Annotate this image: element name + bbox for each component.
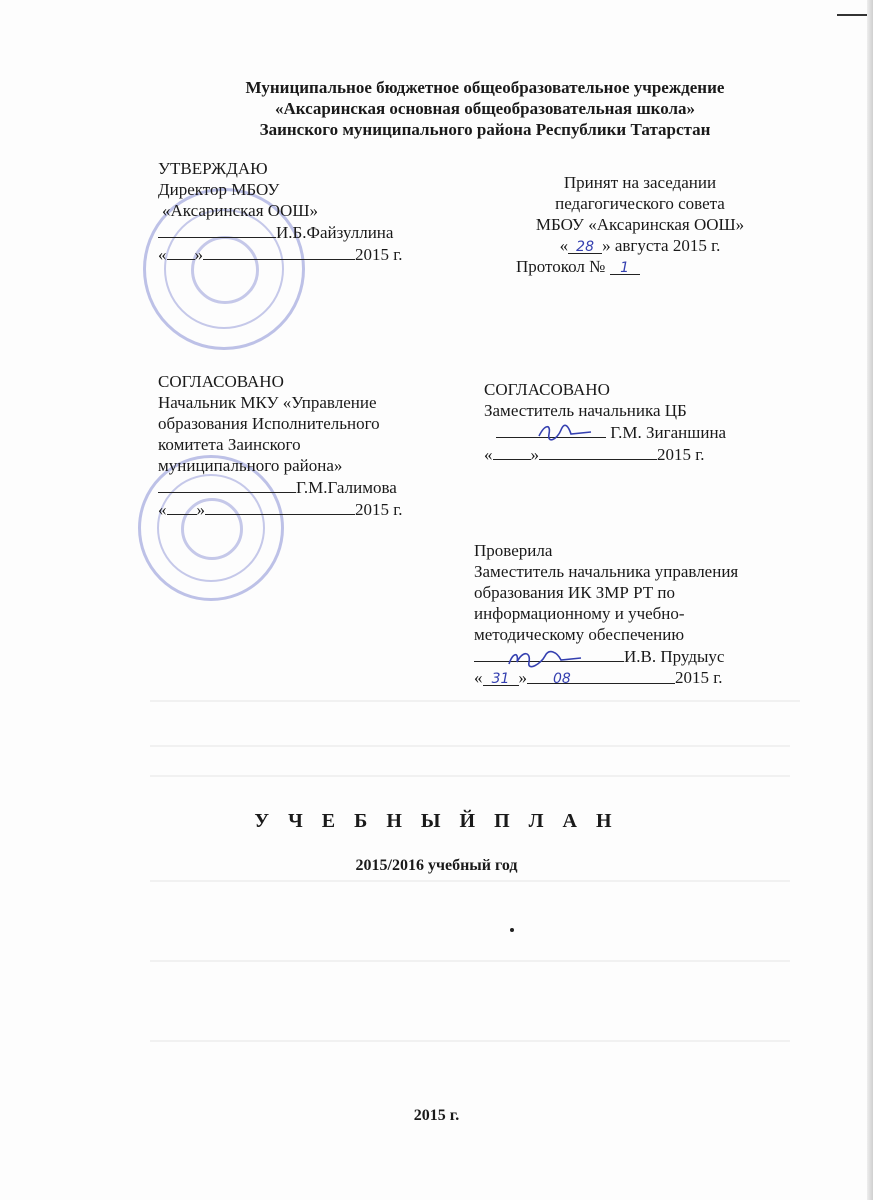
- page-edge: [867, 0, 873, 1200]
- accepted-line-3: МБОУ «Аксаринская ООШ»: [535, 215, 745, 234]
- approve-position: Директор МБОУ: [158, 180, 280, 199]
- agreed-left-block: [158, 371, 403, 520]
- document-title: У Ч Е Б Н Ы Й П Л А Н: [254, 810, 619, 832]
- bleed-line: [150, 1040, 790, 1042]
- academic-year: 2015/2016 учебный год: [355, 857, 518, 874]
- agreed-left-name: Г.М.Галимова: [296, 478, 397, 497]
- agreed-right-name: Г.М. Зиганшина: [610, 423, 727, 442]
- approve-title: УТВЕРЖДАЮ: [158, 159, 268, 178]
- agreed-right-title: СОГЛАСОВАНО: [484, 380, 610, 399]
- bleed-line: [150, 775, 790, 777]
- signature-line: [158, 221, 276, 238]
- accepted-line-2: педагогического совета: [555, 194, 725, 213]
- day-blank: [167, 243, 195, 260]
- header-line-3: Заинского муниципального района Республики Татарстан: [259, 120, 711, 139]
- agreed-left-sign: [158, 476, 403, 498]
- month-blank: [539, 443, 657, 460]
- bleed-line: [150, 960, 790, 962]
- bleed-line: [150, 745, 790, 747]
- header-line-1: Муниципальное бюджетное общеобразовательное учреждение: [245, 78, 725, 97]
- month-blank: [205, 498, 355, 515]
- bleed-line: [150, 880, 790, 882]
- agreed-left-title: СОГЛАСОВАНО: [158, 372, 284, 391]
- signature-prudyus: [505, 646, 585, 672]
- approve-date: [158, 243, 403, 265]
- school-header: [150, 77, 820, 140]
- accepted-protocol: [500, 256, 780, 277]
- bleed-line: [150, 700, 800, 702]
- month-blank: [203, 243, 355, 260]
- handwritten-day: 31: [483, 669, 519, 686]
- accepted-block: [500, 172, 780, 277]
- checked-year: 2015 г.: [675, 668, 723, 687]
- checked-line-1: Заместитель начальника управления: [474, 562, 739, 581]
- date-close-quote: »: [194, 245, 203, 264]
- checked-title: Проверила: [474, 541, 553, 560]
- agreed-left-line-1: Начальник МКУ «Управление: [158, 393, 377, 412]
- accepted-month-year: » августа 2015 г.: [602, 236, 721, 255]
- ink-dot: [510, 928, 514, 932]
- accepted-line-1: Принят на заседании: [563, 173, 717, 192]
- checked-line-4: методическому обеспечению: [474, 625, 685, 644]
- protocol-label: Протокол №: [516, 257, 606, 276]
- agreed-right-year: 2015 г.: [657, 445, 705, 464]
- approve-block: [158, 158, 403, 265]
- checked-line-3: информационному и учебно-: [474, 604, 685, 623]
- agreed-right-position: Заместитель начальника ЦБ: [484, 401, 687, 420]
- agreed-right-block: [484, 379, 726, 465]
- checked-date: « 31 » 08 2015 г.: [474, 668, 723, 687]
- day-blank: [167, 498, 197, 515]
- agreed-left-date: « » 2015 г.: [158, 500, 403, 519]
- day-blank: [493, 443, 531, 460]
- agreed-left-line-4: муниципального района»: [158, 456, 343, 475]
- handwritten-month: 08: [553, 671, 571, 687]
- agreed-left-line-3: комитета Заинского: [158, 435, 301, 454]
- handwritten-day: 28: [568, 237, 602, 254]
- agreed-left-year: 2015 г.: [355, 500, 403, 519]
- handwritten-protocol-number: 1: [610, 258, 640, 275]
- approve-name: И.Б.Файзуллина: [276, 223, 394, 242]
- signature-line: [158, 476, 296, 493]
- footer-year: 2015 г.: [413, 1107, 460, 1124]
- approve-org: «Аксаринская ООШ»: [162, 201, 318, 220]
- accepted-date: « 28 » августа 2015 г.: [559, 236, 721, 255]
- date-open-quote: «: [158, 245, 167, 264]
- agreed-right-date: « » 2015 г.: [484, 445, 705, 464]
- signature-ziganshina: [535, 420, 595, 444]
- approve-sign-line: [158, 221, 403, 243]
- approve-year: 2015 г.: [355, 245, 403, 264]
- agreed-right-sign: [484, 421, 726, 443]
- corner-mark: [837, 0, 867, 16]
- agreed-left-line-2: образования Исполнительного: [158, 414, 380, 433]
- header-line-2: «Аксаринская основная общеобразовательная школа»: [274, 99, 696, 118]
- checked-line-2: образования ИК ЗМР РТ по: [474, 583, 676, 602]
- checked-name: И.В. Прудыус: [624, 647, 725, 666]
